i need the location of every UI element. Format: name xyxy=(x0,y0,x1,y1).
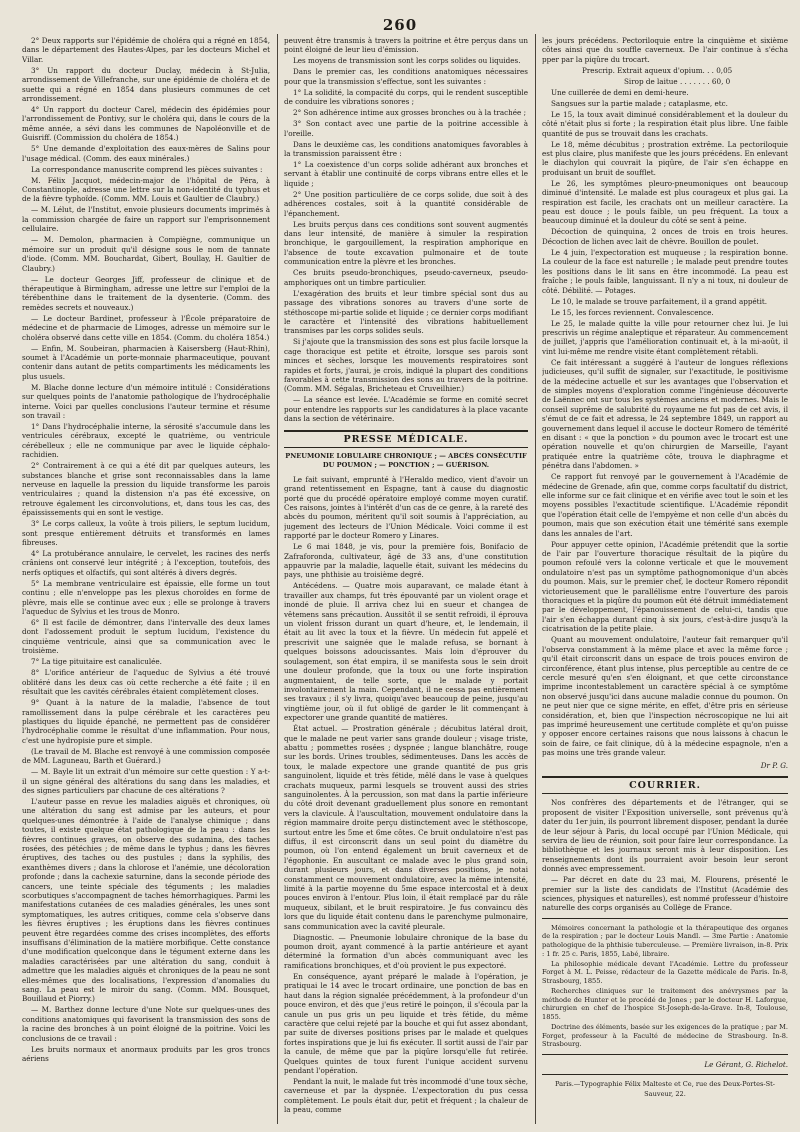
paragraph: Dans le deuxième cas, les conditions anatomiques favorables à la transmission paraissent être : xyxy=(284,139,528,159)
paragraph: — M. Bayle lit un extrait d'un mémoire sur cette question : Y a-t-il un signe général des altérations du sang dans les maladies, et des signes particuliers par chacune de ces altérations ? xyxy=(22,767,270,795)
paragraph: 3° Son contact avec une partie de la poitrine accessible à l'oreille. xyxy=(284,119,528,138)
paragraph: 4° La protubérance annulaire, le cervelet, les racines des nerfs crâniens ont conservé leur intégrité ; à l'exception, toutefois, des nerfs optiques et olfactifs, qui sont altérés à divers degrés. xyxy=(22,549,270,577)
paragraph: Le 15, les forces reviennent. Convalescence. xyxy=(551,307,714,317)
paragraph: Ce fait intéressant a suggéré à l'auteur de longues réflexions judicieuses, qu'il suffit de signaler, sur l'exactitude, le positivisme de la médecine actuelle et sur les avantages que l'observation et de simples moyens d'exploration comme l'ingénieuse découverte de Laënnec ont sur tous les systèmes anciens et modernes. Mais le conseil suprême de salubrité du royaume ne fut pas de cet avis, il s'émut de ce fait et adressa, le 24 septembre 1849, un rapport au gouvernement dans lequel il accuse le docteur Romero de témérité en disant : « que la ponction » du poumon avec le trocart est une opération nouvelle et qu'on chirurgien de Marseille, l'ayant pratiquée entre la quatrième côte, trouva le diaphragme et pénétra dans l'abdomen. » xyxy=(542,357,788,471)
section-heading-presse: PRESSE MÉDICALE. xyxy=(284,430,528,448)
paragraph: 3° Le corps calleux, la voûte à trois piliers, le septum lucidum, sont presque entièrement détruits et transformés en lames fibreuses. xyxy=(22,519,270,548)
paragraph: Le fait suivant, emprunté à l'Heraldo medico, vient d'avoir un grand retentissement en Espagne, tant à cause du diagnostic porté que du procédé opératoire employé comme moyen curatif. Ces raisons, jointes à l'intérêt d'un cas de ce genre, à la rareté des abcès du poumon, méritent qu'il soit soumis à l'appréciation, au jugement des lecteurs de l'Union Médicale. Voici comme il est rapporté par le docteur Romero y Linares. xyxy=(284,474,528,541)
paragraph: Nos confrères des départements et de l'étranger, qui se proposent de visiter l'Exposition universelle, sont prévenus qu'à dater du 1er juin, ils pourront librement disposer, pendant la durée de leur séjour à Paris, du local occupé par l'Union Médicale, qui servira de lieu de réunion, soit pour faire leur correspondance. La bibliothèque et les journaux seront mis à leur disposition. Les renseignements dont ils pourraient avoir besoin leur seront donnés avec empressement. xyxy=(542,798,788,874)
paragraph: Dans le premier cas, les conditions anatomiques nécessaires pour que la transmission s'effectue, sont les suivantes : xyxy=(284,67,528,86)
paragraph: (Le travail de M. Blache est renvoyé à une commission composée de MM. Laguneau, Barth et Guérard.) xyxy=(22,746,270,766)
paragraph: 1° Dans l'hydrocéphalie interne, la sérosité s'accumule dans les ventricules cérébraux, excepté le quatrième, ou ventricule cérébelleux ; elle ne communique par avec le liquide céphalo-rachidien. xyxy=(22,421,270,460)
announcement: Mémoires concernant la pathologie et la thérapeutique des organes de la respiration ; par le docteur Louis Mandl. — 3me Partie : Anatomie pathologique de la phthisie tuberculeuse. — Première livraison, in-8. Prix : 1 fr. 25 c. Paris, 1855, Labé, libraire. xyxy=(542,923,788,958)
paragraph: les jours précédens. Pectoriloquie entre la cinquième et sixième côtes ainsi que du souffle caverneux. De l'air continue à s'écha pper par la piqûre du trocart. xyxy=(542,36,788,64)
paragraph: Quant au mouvement ondulatoire, l'auteur fait remarquer qu'il l'observa constamment à la même place et avec la même force ; qu'il était circonscrit dans un espace de trois pouces environ de circonférence, étant plus intense, plus perceptible au centre de ce cercle mesuré qu'en s'en éloignant, et que cette circonstance imprime incontestablement un caractère spécial à ce symptôme non observé jusqu'ici dans aucune maladie connue du poumon. On ne peut nier que ce signe mérite, en effet, d'être pris en sérieuse considération, et, bien que l'inspection nécroscopique ne lui ait pas imprimé heureusement une certitude complète et qu'on puisse y opposer encore certaines raisons que nous laissons à chacun le soin de faire, ce fait clinique, dû à la médecine espagnole, n'en a pas moins une très grande valeur. xyxy=(542,635,788,758)
announcement: Recherches cliniques sur le traitement des anévrysmes par la méthode de Hunter et le procédé de Jones ; par le docteur H. Laforgue, chirurgien en chef de l'hospice St-Joseph-de-la-Grave. In-8, Toulouse, 1855. xyxy=(542,987,788,1021)
paragraph: 1° La solidité, la compacité du corps, qui le rendent susceptible de conduire les vibrations sonores ; xyxy=(284,87,528,107)
paragraph: M. Blache donne lecture d'un mémoire intitulé : Considérations sur quelques points de l'anatomie pathologique de l'hydrocéphalie interne. Voici par quelles conclusions l'auteur termine et résume son travail : xyxy=(22,382,270,420)
paragraph: — Par décret en date du 23 mai, M. Flourens, présenté le premier sur la liste des candidats de l'Institut (Académie des sciences, physiques et naturelles), est nommé professeur d'histoire naturelle des corps organisés au Collège de France. xyxy=(542,875,788,913)
article-subtitle: PNEUMONIE LOBULAIRE CHRONIQUE ; — ABCÈS CONSÉCUTIF DU POUMON ; — PONCTION ; — GUÉRISON. xyxy=(285,451,527,470)
paragraph: 5° Une demande d'exploitation des eaux-mères de Salins pour l'usage médical. (Comm. des eaux minérales.) xyxy=(22,144,270,163)
column-3 xyxy=(542,36,788,1122)
prescription-line: Prescrip. Extrait aqueux d'opium. . . 0,05 xyxy=(582,65,733,75)
paragraph: Le 18, même décubitus ; prostration extrême. La pectoriloquie est plus claire, plus manifeste que les jours précédens. En enlevant le diachylon qui couvrait la piqûre, de l'air s'en échappe en produisant un bruit de soufflet. xyxy=(542,139,788,177)
signature: Dr P. G. xyxy=(760,760,788,770)
paragraph: Le 4 juin, l'expectoration est muqueuse ; la respiration bonne. La couleur de la face est naturelle ; le malade peut prendre toutes les positions dans le lit sans en être incommodé. La peau est fraîche ; le pouls faible, languissant. Il n'y a ni toux, ni douleur de côté. Débilité. — Potages. xyxy=(542,247,788,295)
paragraph: — M. Demolon, pharmacien à Compiègne, communique un mémoire sur un produit qu'il désigne sous le nom de tannate d'iode. (Comm. MM. Bouchardat, Gibert, Boullay, H. Gaultier de Claubry.) xyxy=(22,235,270,273)
paragraph: Le 6 mai 1848, je vis, pour la première fois, Bonifacio de Zafraforonda, cultivateur, âgé de 33 ans, d'une constitution appauvrie par la maladie, laquelle était, suivant les médecins du pays, une phthisie au troisième degré. xyxy=(284,542,528,580)
page-number: 260 xyxy=(382,16,418,34)
paragraph: Les bruits perçus dans ces conditions sont souvent augmentés dans leur intensité, de manière à simuler la respiration bronchique, le gargouillement, la respiration amphorique en l'absence de toute excavation pulmonaire et de toute communication entre la plèvre et les bronches. xyxy=(284,219,528,267)
paragraph: peuvent être transmis à travers la poitrine et être perçus dans un point éloigné de leur lieu d'émission. xyxy=(284,36,528,55)
paragraph: Sangsues sur la partie malade ; cataplasme, etc. xyxy=(551,98,728,108)
paragraph: 4° Un rapport du docteur Carel, médecin des épidémies pour l'arrondissement de Pontivy, sur le choléra qui, dans le cours de la même année, a sévi dans les communes de Napoléonville et de Guisriff. (Commission du choléra de 1854.) xyxy=(22,105,270,143)
paragraph: 7° La tige pituitaire est canaliculée. xyxy=(31,657,162,667)
paragraph: Une cuillerée de demi en demi-heure. xyxy=(551,87,689,97)
paragraph: — M. Barthez donne lecture d'une Note sur quelques-unes des conditions anatomiques qui favorisent la transmission des sons de la racine des bronches à un point éloigné de la poitrine. Voici les conclusions de ce travail : xyxy=(22,1005,270,1043)
paragraph: 8° L'orifice antérieur de l'aqueduc de Sylvius a été trouvé oblitéré dans les deux cas où cette recherche a été faite ; il en résultait que les cavités cérébrales étaient complètement closes. xyxy=(22,668,270,697)
paragraph: Le 26, les symptômes pleuro-pneumoniques ont beaucoup diminué d'intensité. Le malade est plus courageux et plus gai. La respiration est facile, les crachats ont un meilleur caractère. La peau est douce ; le pouls faible, un peu fréquent. La toux a beaucoup diminué et la douleur du côté se sent à peine. xyxy=(542,178,788,226)
paragraph: 2° Contrairement à ce qui a été dit par quelques auteurs, les substances blanche et grise sont reconnaissables dans la lame nerveuse en laquelle la pression du liquide transforme les parois ventriculaires ; quand la distension n'a pas été excessive, on retrouve également les circonvolutions, et, dans tous les cas, des épaississements qui en sont le vestige. xyxy=(22,461,270,518)
paragraph: Antécédens. — Quatre mois auparavant, ce malade étant à travailler aux champs, fut très épouvanté par un violent orage et inondé de pluie. Il arriva chez lui en sueur et changea de vêtemens sans précaution. Aussitôt il se sentit refroidi, il éprouva un violent frisson durant un quart d'heure, et, le lendemain, il était au lit avec la toux et la fièvre. Un médecin fut appelé et prescrivit une saignée que le malade refusa, se bornant à quelques boissons adoucissantes. Mais loin d'éprouver du soulagement, son état empira, il se manifesta sous le sein droit une douleur profonde, que la toux ou une forte inspiration augmentaient, de telle sorte, que le malade y portait involontairement la main. Cependant, il ne cessa pas entièrement ses travaux ; il s'y livra, quoiqu'avec beaucoup de peine, jusqu'au vingtième jour, où il fut obligé de garder le lit commençant à expectorer une grande quantité de matières. xyxy=(284,581,528,723)
paragraph: L'auteur passe en revue les maladies aiguës et chroniques, où une altération du sang est admise par les auteurs, et pour quelques-unes démontrée à l'aide de l'analyse chimique ; dans toutes, il existe quelque état pathologique de la peau : dans les fièvres continues graves, on observe des sudamina, des taches rosées, des pétéchies ; de même dans le typhus ; dans les fièvres éruptives, des taches ou des pustules ; dans la syphilis, des exanthèmes divers ; dans la chlorose et l'anémie, une décoloration profonde ; dans la cachexie saturnine, dans la seconde période des cancers, une teinte spéciale des téguments ; les maladies scorbutiques s'accompagnent de taches hémorrhagiques. Parmi les manifestations cutanées de ces maladies générales, les unes sont symptomatiques, les autres critiques, comme cela s'observe dans les fièvres éruptives ; les éruptions dans les fièvres continues peuvent être regardées comme des crises incomplètes, des efforts insuffisans d'élimination de la matière morbifique. Cette constance d'une modification quelconque dans le tégument externe dans les maladies caractérisées par une altération du sang, conduit à admettre que les maladies aiguës et chroniques de la peau ne sont elles-mêmes que des localisations, l'expression d'anomalies du sang. La peau est le miroir du sang. (Comm. MM. Bousquet, Bouillaud et Piorry.) xyxy=(22,796,270,1004)
paragraph: L'exagération des bruits et leur timbre spécial sont dus au passage des vibrations sonores au travers d'une sorte de stéthoscope mi-partie solide et liquide ; ce dernier corps modifiant le caractère et l'intensité des vibrations habituellement transmises par les corps solides seuls. xyxy=(284,288,528,336)
printer-imprint: Paris.—Typographie Félix Malteste et Ce, rue des Deux-Portes-St-Sauveur, 22. xyxy=(554,1080,776,1098)
paragraph: Si j'ajoute que la transmission des sons est plus facile lorsque la cage thoracique est petite et étroite, lorsque ses parois sont minces et sèches, lorsque les mouvements respiratoires sont rapides et forts, j'aurai, je crois, indiqué la plupart des conditions favorables à cette transmission des sons au travers de la poitrine. (Comm. MM. Ségalas, Bricheteau et Cruveilhier.) xyxy=(284,337,528,394)
paragraph: Le 10, le malade se trouve parfaitement, il a grand appétit. xyxy=(551,296,768,306)
paragraph: Pour appuyer cette opinion, l'Académie prétendit que la sortie de l'air par l'ouverture thoracique résultait de la piqûre du poumon refoulé vers la colonne verticale et que le mouvement ondulatoire n'est pas un symptôme pathognomonique d'un abcès du poumon. Mais, sur le premier chef, le docteur Romero répondit victorieusement que le parallélisme entre l'ouverture des parois thoraciques et la piqûre du poumon eût été détruit immédiatement par le développement, l'épanouissement de celui-ci, tandis que l'air s'en échappa durant cinq à six jours, c'est-à-dire jusqu'à la cicatrisation de la petite plaie. xyxy=(542,539,788,634)
paragraph: 2° Une position particulière de ce corps solide, due soit à des adhérences costales, soit à la quantité considérable de l'épanchement. xyxy=(284,189,528,218)
column-2 xyxy=(284,36,528,1122)
paragraph: 2° Son adhérence intime aux grosses bronches ou à la trachée ; xyxy=(293,108,526,118)
paragraph: Le 15, la toux avait diminué considérablement et la douleur du côté n'était plus si forte ; la respiration était plus libre. Une faible quantité de pus se trouvait dans les crachats. xyxy=(542,109,788,138)
announcement: La philosophie médicale devant l'Académie. Lettre du professeur Forget à M. L. Peisse, rédacteur de la Gazette médicale de Paris. In-8, Strasbourg, 1855. xyxy=(542,959,788,985)
paragraph: Le 25, le malade quitte la ville pour retourner chez lui. Je lui prescrivis un régime analeptique et réparateur. Au commencement de juillet, j'appris que l'amélioration continuait et, à la mi-août, il vint lui-même me rendre visite étant complètement rétabli. xyxy=(542,318,788,356)
paragraph: État actuel. — Prostration générale ; décubitus latéral droit, que le malade ne peut varier sans grande douleur ; visage triste, abattu ; pommettes rosées ; dyspnée ; langue blanchâtre, rouge sur les bords. Urines troubles, sédimenteuses. Dans les accès de toux, le malade expectore une grande quantité de pus gris sanguinolent, liquide et très fétide, mêlé dans le vase à quelques crachats muqueux, parmi lesquels se trouvent aussi des stries sanguinolentes. À la percussion, son mat dans la partie inférieure du côté droit devenant graduellement plus sonore en remontant vers la clavicule. À l'auscultation, mouvement ondulatoire dans la région mammaire droite perçu distinctement avec le stéthoscope, surtout entre les 5me et 6me côtes. Ce bruit ondulatoire n'est pas diffus, il est circonscrit dans un seul point du diamètre du poumon, où l'on entend également un bruit caverneux et de l'égophonie. En auscultant ce malade avec le plus grand soin, durant plusieurs jours, et dans diverses positions, je notai constamment ce mouvement ondulatoire, avec la même intensité, limité à la partie moyenne du 5me espace intercostal et à deux pouces environ à l'entour. Plus loin, il était remplacé par du râle muqueux, sibilant, et le bruit respiratoire. Je fus convaincu dès lors que du liquide était contenu dans le parenchyme pulmonaire, sans communication avec la cavité pleurale. xyxy=(284,724,528,931)
paragraph: Les bruits normaux et anormaux produits par les gros troncs aériens xyxy=(22,1044,270,1064)
divider xyxy=(542,1074,788,1075)
paragraph: 1° La coexistence d'un corps solide adhérant aux bronches et servant à établir une continuité de corps vibrans entre elles et le liquide ; xyxy=(284,160,528,188)
paragraph: 9° Quant à la nature de la maladie, l'absence de tout ramollissement dans la pulpe cérébrale et les caractères peu plastiques du liquide épanché, ne permettent pas de considérer l'hydrocéphalie comme le résultat d'une inflammation. Pour nous, c'est une hydropisie pure et simple. xyxy=(22,698,270,745)
paragraph: Diagnostic. — Pneumonie lobulaire chronique de la base du poumon droit, ayant commencé à la partie antérieure et ayant déterminé la formation d'un abcès communiquant avec les ramifications bronchiques, et d'où provient le pus expectoré. xyxy=(284,932,528,970)
paragraph: — Enfin, M. Soubeiran, pharmacien à Kaisersberg (Haut-Rhin), soumet à l'Académie un porte-monnaie pharmaceutique, pouvant contenir dans autant de petits compartiments les médicaments les plus usuels. xyxy=(22,343,270,381)
paragraph: — Le docteur Bardinet, professeur à l'École préparatoire de médecine et de pharmacie de Limoges, adresse un mémoire sur le choléra observé dans cette ville en 1854. (Comm. du choléra 1854.) xyxy=(22,313,270,342)
paragraph: Ces bruits pseudo-bronchiques, pseudo-caverneux, pseudo-amphoriques ont un timbre particulier. xyxy=(284,268,528,287)
manager-signature: Le Gérant, G. Richelot. xyxy=(704,1059,788,1069)
paragraph: Les moyens de transmission sont les corps solides ou liquides. xyxy=(293,56,521,66)
paragraph: Ce rapport fut renvoyé par le gouvernement à l'Académie de médecine de Grenade, afin que, comme corps facultatif du district, elle informe sur ce fait clinique et en vérifie avec tout le soin et les moyens possibles l'exactitude scientifique. L'Académie répondit que l'opération était celle de l'empyème et non celle d'un abcès du poumon, mais que son exécution était une témérité sans exemple dans les annales de l'art. xyxy=(542,472,788,538)
paragraph: 3° Un rapport du docteur Duclay, médecin à St-Julia, arrondissement de Villefranche, sur une épidémie de choléra et de suette qui a régné en 1854 dans plusieurs communes de cet arrondissement. xyxy=(22,65,270,104)
announcement: Doctrine des éléments, basée sur les exigences de la pratique ; par M. Forget, professeur à la Faculté de médecine de Strasbourg. In-8. Strasbourg. xyxy=(542,1023,788,1049)
column-rule-1 xyxy=(277,34,278,1124)
paragraph: 2° Deux rapports sur l'épidémie de choléra qui a régné en 1854, dans le département des Hautes-Alpes, par les docteurs Michel et Villar. xyxy=(22,36,270,64)
paragraph: — La séance est levée. L'Académie se forme en comité secret pour entendre les rapports sur les candidatures à la place vacante dans la section de vétérinaire. xyxy=(284,395,528,424)
paragraph: — M. Lélut, de l'Institut, envoie plusieurs documents imprimés à la commission chargée de faire un rapport sur l'emprisonnement cellulaire. xyxy=(22,205,270,234)
paragraph: M. Félix Jacquot, médecin-major de l'hôpital de Péra, à Constantinople, adresse une lettre sur la non-identité du typhus et de la fièvre typhoïde. (Comm. MM. Louis et Gaultier de Claubry.) xyxy=(22,175,270,204)
divider xyxy=(542,918,788,919)
prescription-line: Sirop de laitue . . . . . . . 60, 0 xyxy=(624,76,731,86)
paragraph: Pendant la nuit, le malade fut très incommodé d'une toux sèche, caverneuse et par la dyspnée. L'expectoration du pus cessa complètement. Le pouls était dur, petit et fréquent ; la chaleur de la peau, comme xyxy=(284,1076,528,1115)
paragraph: — Le docteur Georges Jiff, professeur de clinique et de thérapeutique à Birmingham, adresse une lettre sur l'emploi de la térébenthine dans le traitement de la dysenterie. (Comm. des remèdes secrets et nouveaux.) xyxy=(22,274,270,312)
paragraph: En conséquence, ayant préparé le malade à l'opération, je pratiquai le 14 avec le trocart ordinaire, une ponction de bas en haut dans la région signalée précédemment, à la profondeur d'un pouce environ, et dès que j'eus retiré le poinçon, il s'écoula par la canule un pus gris un peu liquide et très fétide, du même caractère que celui rejeté par la bouche et qui fut assez abondant, par suite de diverses positions prises par le malade et quelques fortes inspirations que je lui fis exécuter. Il sortit aussi de l'air par la canule, de même que par la piqûre lorsqu'elle fut retirée. Quelques quintes de toux furent l'unique accident survenu pendant l'opération. xyxy=(284,971,528,1075)
column-rule-2 xyxy=(535,34,536,1124)
paragraph: Décoction de quinquina, 2 onces de trois en trois heures. Décoction de lichen avec lait de chèvre. Bouillon de poulet. xyxy=(542,227,788,246)
paragraph: 5° La membrane ventriculaire est épaissie, elle forme un tout continu ; elle n'enveloppe pas les plexus choroïdes en forme de plèvre, mais elle se continue avec eux ; elle se prolonge à travers l'aqueduc de Sylvius et les trous de Monro. xyxy=(22,578,270,617)
paragraph: La correspondance manuscrite comprend les pièces suivantes : xyxy=(31,164,263,174)
paragraph: 6° Il est facile de démontrer, dans l'intervalle des deux lames dont l'adossement produit le septum lucidum, l'existence du cinquième ventricule, ainsi que sa communication avec le troisième. xyxy=(22,618,270,656)
column-1 xyxy=(22,36,270,1122)
divider xyxy=(542,1054,788,1055)
section-heading-courrier: COURRIER. xyxy=(542,776,788,794)
